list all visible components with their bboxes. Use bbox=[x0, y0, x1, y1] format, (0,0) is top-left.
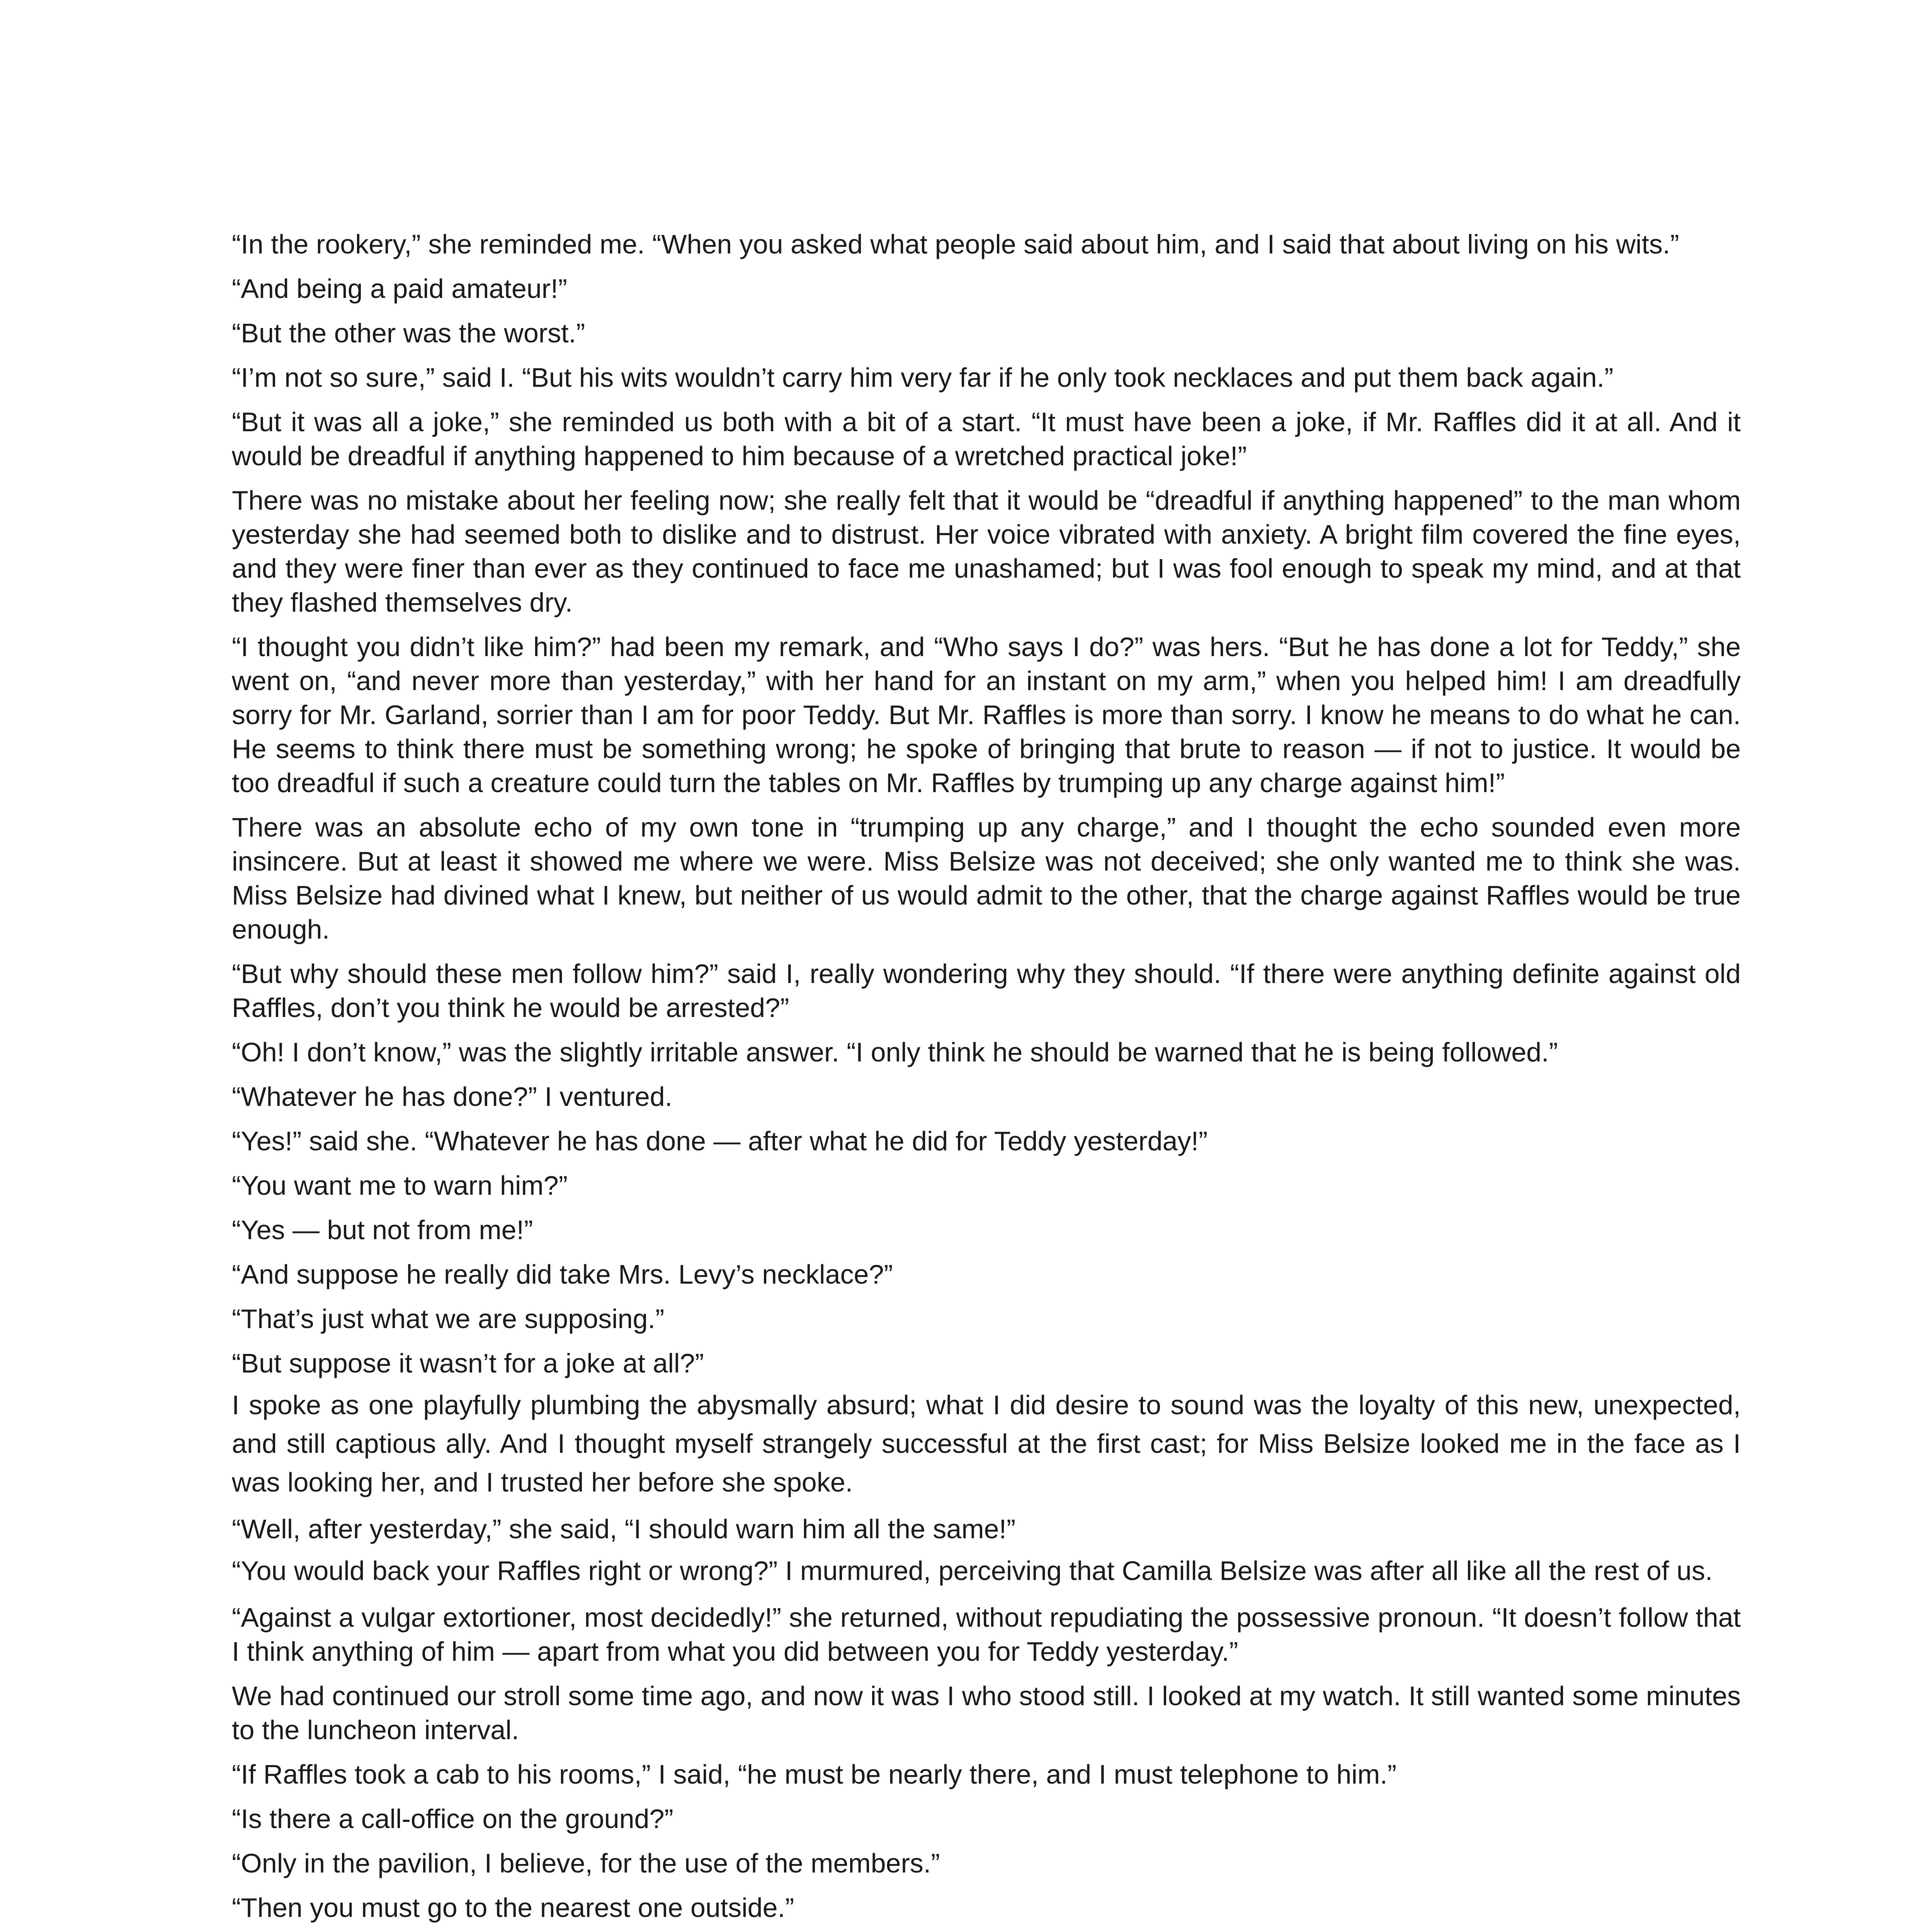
paragraph: “And being a paid amateur!” bbox=[232, 274, 567, 304]
paragraph: “And suppose he really did take Mrs. Levy’s necklace?” bbox=[232, 1259, 893, 1289]
paragraph: “Yes!” said she. “Whatever he has done — after what he did for Teddy yesterday!” bbox=[232, 1126, 1208, 1156]
paragraph: “Well, after yesterday,” she said, “I should warn him all the same!” bbox=[232, 1514, 1016, 1544]
paragraph: “I’m not so sure,” said I. “But his wits wouldn’t carry him very far if he only took necklaces and put them back again.” bbox=[232, 362, 1614, 393]
paragraph: “In the rookery,” she reminded me. “When you asked what people said about him, and I said that about living on his wits.” bbox=[232, 229, 1679, 259]
paragraph: “Oh! I don’t know,” was the slightly irritable answer. “I only think he should be warned that he is being followed.” bbox=[232, 1037, 1558, 1067]
paragraph: I spoke as one playfully plumbing the abysmally absurd; what I did desire to sound was the loyalty of this new, unexpected, and still captious ally. And I thought myself strangely successful at the first cast; for Miss Belsize looked me in the face as I was looking her, and I trusted her before she spoke. bbox=[232, 1390, 1741, 1497]
paragraph: “But it was all a joke,” she reminded us both with a bit of a start. “It must have been a joke, if Mr. Raffles did it at all. And it would be dreadful if anything happened to him because of a wretched practical joke!” bbox=[232, 407, 1741, 471]
paragraph: “But the other was the worst.” bbox=[232, 318, 585, 348]
paragraph: “Whatever he has done?” I ventured. bbox=[232, 1082, 673, 1112]
paragraph: “That’s just what we are supposing.” bbox=[232, 1304, 665, 1334]
paragraph: “Against a vulgar extortioner, most decidedly!” she returned, without repudiating the possessive pronoun. “It doesn’t follow that I think anything of him — apart from what you did between you for Teddy yesterday.” bbox=[232, 1602, 1741, 1667]
paragraph: “Is there a call-office on the ground?” bbox=[232, 1804, 673, 1834]
paragraph: “You would back your Raffles right or wrong?” I murmured, perceiving that Camilla Belsize was after all like all the rest of us. bbox=[232, 1556, 1713, 1586]
paragraph: There was an absolute echo of my own tone in “trumping up any charge,” and I thought the echo sounded even more insincere. But at least it showed me where we were. Miss Belsize was not deceived; she only wanted me to think she was. Miss Belsize had divined what I knew, but neither of us would admit to the other, that the charge against Raffles would be true enough. bbox=[232, 812, 1741, 944]
paragraph: “Then you must go to the nearest one outside.” bbox=[232, 1893, 794, 1923]
paragraph: “But suppose it wasn’t for a joke at all?” bbox=[232, 1348, 704, 1378]
body-text bbox=[232, 227, 1741, 1932]
paragraph: “Only in the pavilion, I believe, for the use of the members.” bbox=[232, 1848, 940, 1878]
paragraph: We had continued our stroll some time ago, and now it was I who stood still. I looked at my watch. It still wanted some minutes to the luncheon interval. bbox=[232, 1681, 1741, 1745]
paragraph: “I thought you didn’t like him?” had been my remark, and “Who says I do?” was hers. “But he has done a lot for Teddy,” she went on, “and never more than yesterday,” with her hand for an instant on my arm,” when you helped him! I am dreadfully sorry for Mr. Garland, sorrier than I am for poor Teddy. But Mr. Raffles is more than sorry. I know he means to do what he can. He seems to think there must be something wrong; he spoke of bringing that brute to reason — if not to justice. It would be too dreadful if such a creature could turn the tables on Mr. Raffles by trumping up any charge against him!” bbox=[232, 632, 1741, 798]
paragraph: “You want me to warn him?” bbox=[232, 1170, 568, 1201]
paragraph: “If Raffles took a cab to his rooms,” I said, “he must be nearly there, and I must telephone to him.” bbox=[232, 1759, 1397, 1789]
paragraph: There was no mistake about her feeling now; she really felt that it would be “dreadful if anything happened” to the man whom yesterday she had seemed both to dislike and to distrust. Her voice vibrated with anxiety. A bright film covered the fine eyes, and they were finer than ever as they continued to face me unashamed; but I was fool enough to speak my mind, and at that they flashed themselves dry. bbox=[232, 485, 1741, 617]
paragraph: “Yes — but not from me!” bbox=[232, 1215, 533, 1245]
paragraph: “But why should these men follow him?” said I, really wondering why they should. “If there were anything definite against old Raffles, don’t you think he would be arrested?” bbox=[232, 959, 1741, 1023]
